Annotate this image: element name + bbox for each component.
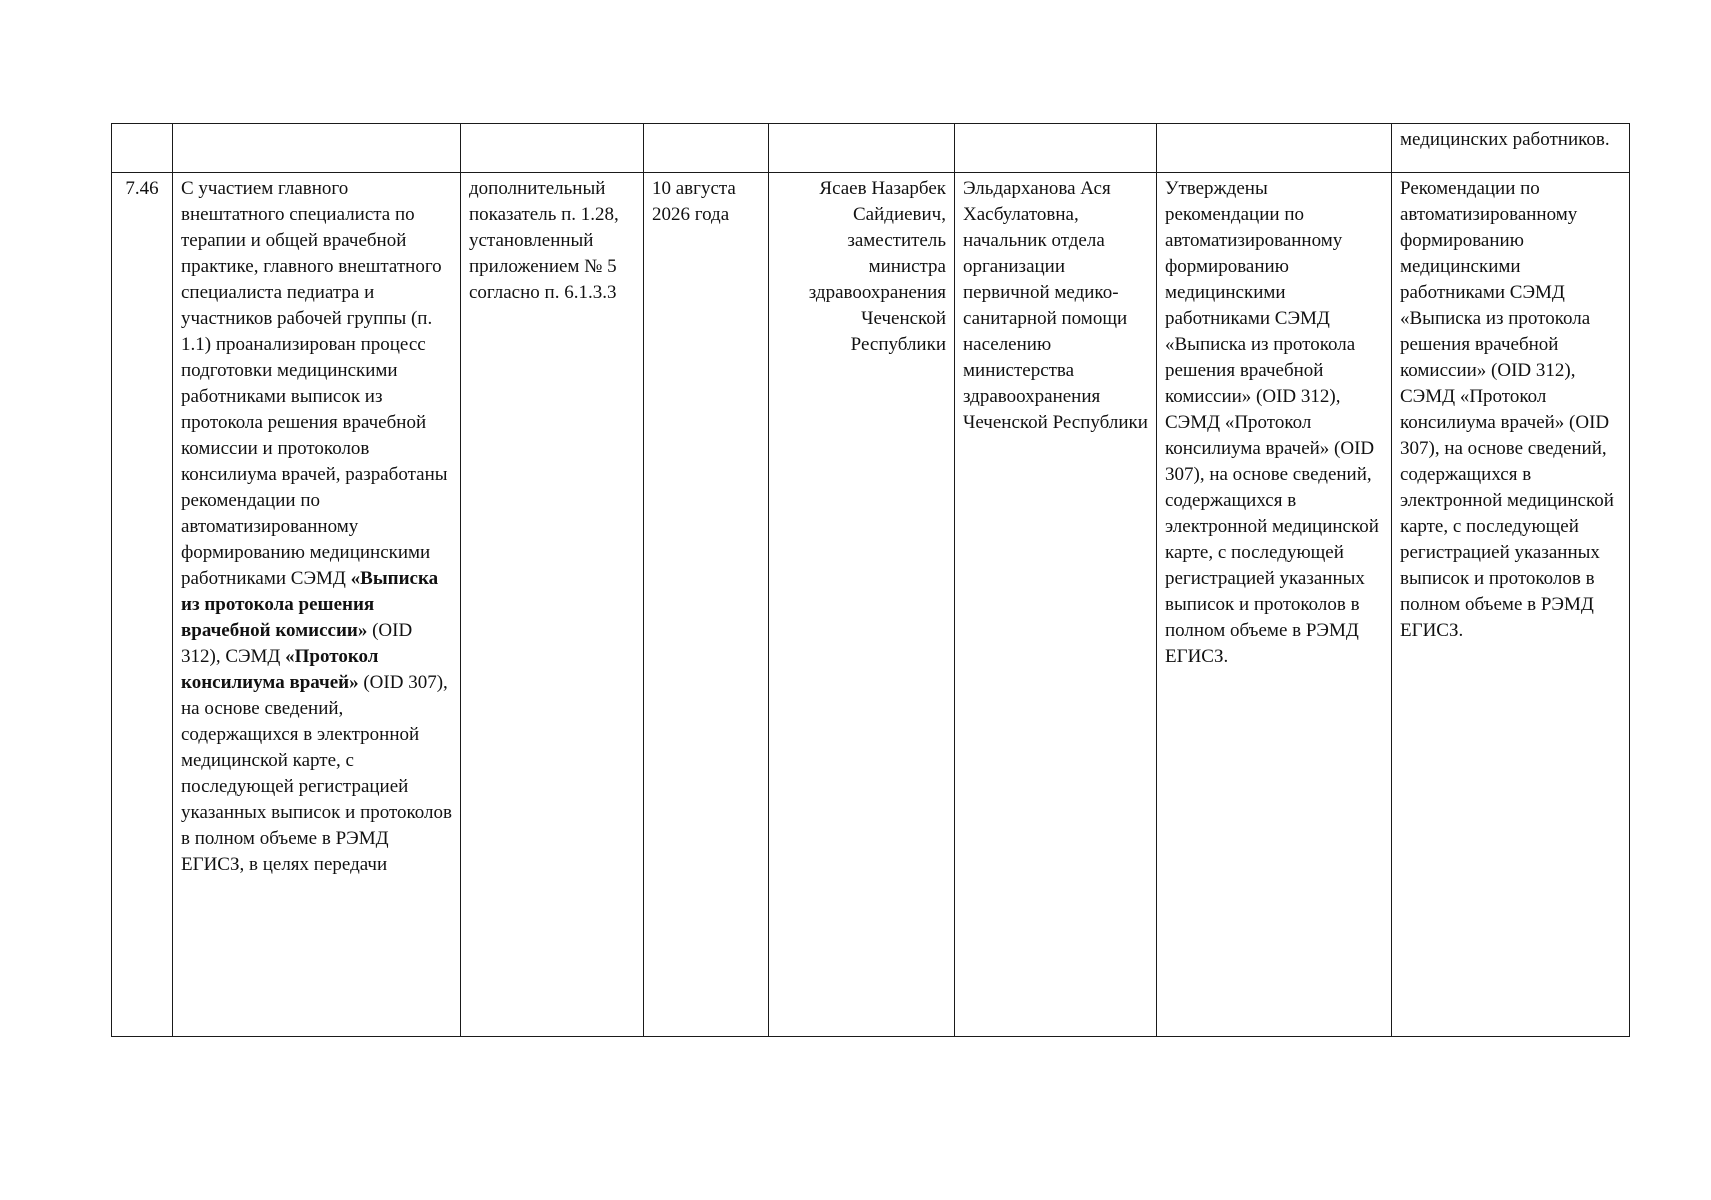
continuation-text: медицинских работников.: [1400, 129, 1610, 150]
cont-cell-document: [1392, 124, 1630, 173]
row-result: Утверждены рекомендации по автоматизированному формированию медицинскими работниками СЭМД «Выписка из протокола решения врачебной комиссии» (OID 312), СЭМД «Протокол консилиума врачей» (OID 307), на основе сведений, содержащихся в электронной медицинской карте, с последующей регистрацией указанных выписок и протоколов в полном объеме в РЭМД ЕГИСЗ.: [1157, 173, 1392, 1037]
cont-cell-number: [112, 124, 173, 173]
row-executor: Эльдарханова Ася Хасбулатовна, начальник отдела организации первичной медико-санитарной помощи населению министерства здравоохранения Чеченской Республики: [955, 173, 1157, 1037]
table-row: [112, 173, 1630, 1037]
cont-cell-responsible: [769, 124, 955, 173]
row-number: 7.46: [112, 173, 173, 1037]
cont-cell-result: [1157, 124, 1392, 173]
row-document: Рекомендации по автоматизированному формированию медицинскими работниками СЭМД «Выписка из протокола решения врачебной комиссии» (OID 312), СЭМД «Протокол консилиума врачей» (OID 307), на основе сведений, содержащихся в электронной медицинской карте, с последующей регистрацией указанных выписок и протоколов в полном объеме в РЭМД ЕГИСЗ.: [1392, 173, 1630, 1037]
row-description: С участием главного внештатного специалиста по терапии и общей врачебной практике, главного внештатного специалиста педиатра и участников рабочей группы (п. 1.1) проанализирован процесс подготовки медицинскими работниками выписок из протокола решения врачебной комиссии и протоколов консилиума врачей, разработаны рекомендации по автоматизированному формированию медицинскими работниками СЭМД «Выписка из протокола решения врачебной комиссии» (OID 312), СЭМД «Протокол консилиума врачей» (OID 307), на основе сведений, содержащихся в электронной медицинской карте, с последующей регистрацией указанных выписок и протоколов в полном объеме в РЭМД ЕГИСЗ, в целях передачи: [173, 173, 461, 1037]
plan-table: [111, 123, 1630, 1037]
continuation-row: [112, 124, 1630, 173]
cont-cell-deadline: [644, 124, 769, 173]
cont-cell-description: [173, 124, 461, 173]
cont-cell-indicator: [461, 124, 644, 173]
row-indicator: дополнительный показатель п. 1.28, установленный приложением № 5 согласно п. 6.1.3.3: [461, 173, 644, 1037]
cont-cell-executor: [955, 124, 1157, 173]
row-deadline: 10 августа 2026 года: [644, 173, 769, 1037]
row-responsible: Ясаев Назарбек Сайдиевич, заместитель министра здравоохранения Чеченской Республики: [769, 173, 955, 1037]
